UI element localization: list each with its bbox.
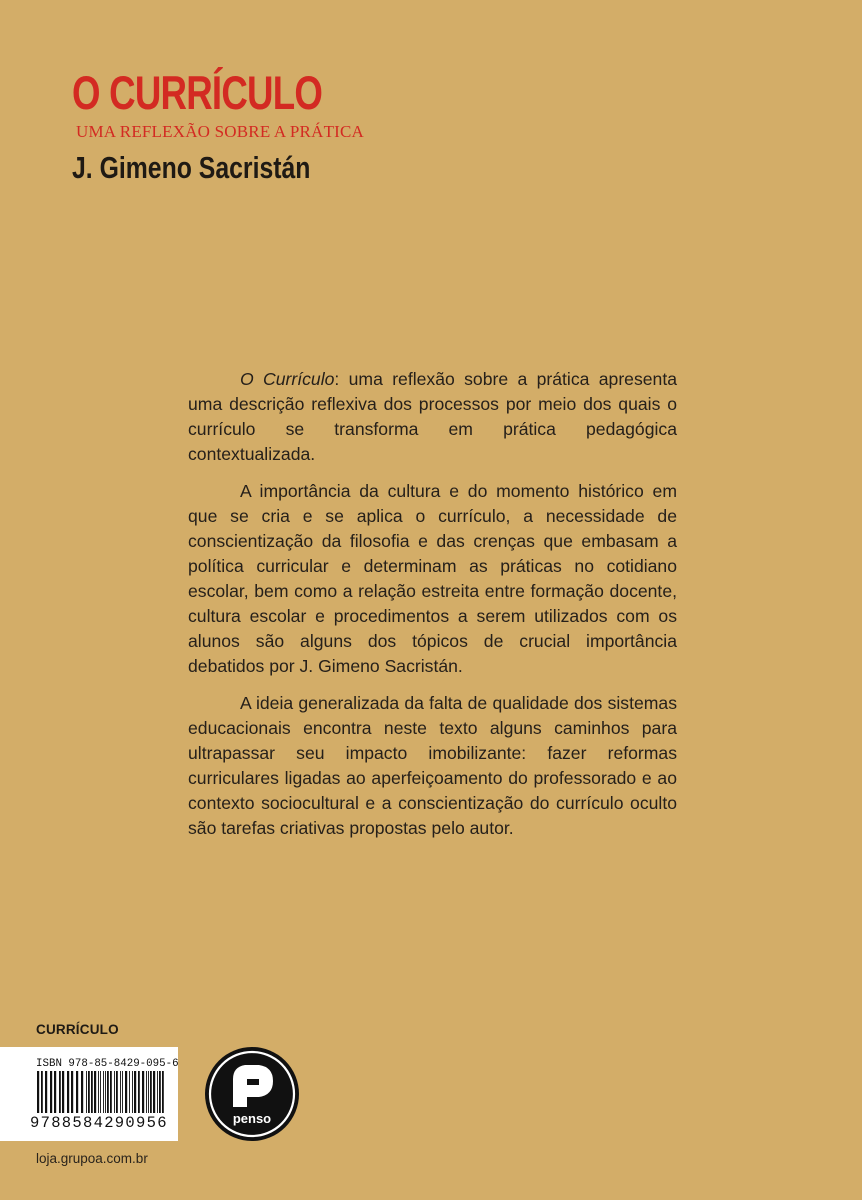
barcode-icon	[36, 1071, 166, 1115]
barcode-bar	[100, 1071, 101, 1113]
barcode-bar	[50, 1071, 52, 1113]
barcode-bar	[129, 1071, 130, 1113]
barcode-bar	[159, 1071, 161, 1113]
barcode-bar	[132, 1071, 133, 1113]
barcode-bar	[122, 1071, 123, 1113]
barcode-bar	[98, 1071, 99, 1113]
barcode-bar	[94, 1071, 96, 1113]
barcode-bar	[110, 1071, 112, 1113]
barcode-bar	[67, 1071, 69, 1113]
barcode-bar	[125, 1071, 127, 1113]
barcode-bar	[41, 1071, 43, 1113]
category-label: CURRÍCULO	[36, 1022, 119, 1037]
barcode-bar	[88, 1071, 90, 1113]
blurb-paragraph-1-text: : uma reflexão sobre a prática apresenta uma descrição reflexiva dos processos por meio dos quais o currículo se transforma em prática pedagógica contextualizada.	[188, 369, 678, 464]
barcode-bar	[86, 1071, 87, 1113]
barcode-bar	[138, 1071, 140, 1113]
barcode-bar	[114, 1071, 115, 1113]
book-author: J. Gimeno Sacristán	[72, 150, 311, 185]
back-cover-blurb	[188, 367, 677, 853]
store-url: loja.grupoa.com.br	[36, 1151, 148, 1166]
barcode-bar	[76, 1071, 78, 1113]
barcode-bar	[103, 1071, 104, 1113]
barcode-bar	[150, 1071, 152, 1113]
book-title: O CURRÍCULO	[72, 66, 323, 119]
blurb-paragraph-3: A ideia generalizada da falta de qualidade dos sistemas educacionais encontra neste texto alguns caminhos para ultrapassar seu impacto imobilizante: fazer reformas curriculares ligadas ao aperfeiçoamento do professorado e ao contexto sociocultural e a conscientização do currículo oculto são tarefas criativas propostas pelo autor.	[188, 693, 677, 838]
barcode-bar	[62, 1071, 64, 1113]
barcode-bar	[45, 1071, 47, 1113]
barcode-bar	[71, 1071, 73, 1113]
barcode-bar	[157, 1071, 158, 1113]
barcode-bar	[148, 1071, 149, 1113]
blurb-paragraph-1	[188, 367, 677, 467]
book-subtitle: UMA REFLEXÃO SOBRE A PRÁTICA	[76, 122, 365, 141]
barcode-bar	[153, 1071, 155, 1113]
publisher-name: penso	[232, 1111, 272, 1126]
barcode-bar	[142, 1071, 144, 1113]
barcode-bar	[116, 1071, 118, 1113]
blurb-book-title: O Currículo	[240, 369, 335, 389]
blurb-paragraph-2: A importância da cultura e do momento histórico em que se cria e se aplica o currículo, a necessidade de conscientização da filosofia e das crenças que embasam a política curricular e determinam as práticas no cotidiano escolar, bem como a relação estreita entre formação docente, cultura escolar e procedimentos a serem utilizados com os alunos são alguns dos tópicos de crucial importância debatidos por J. Gimeno Sacristán.	[188, 481, 677, 676]
barcode-bar	[120, 1071, 121, 1113]
barcode-bar	[134, 1071, 136, 1113]
barcode-bar	[59, 1071, 61, 1113]
barcode-bar	[105, 1071, 106, 1113]
barcode-bar	[146, 1071, 147, 1113]
barcode-bar	[91, 1071, 93, 1113]
isbn-label: ISBN 978-85-8429-095-6	[36, 1058, 179, 1070]
penso-logo	[203, 1045, 301, 1143]
title-block	[72, 68, 393, 186]
barcode-bar	[107, 1071, 109, 1113]
barcode-digits: 9788584290956	[30, 1114, 168, 1132]
barcode-bar	[162, 1071, 164, 1113]
barcode-bar	[37, 1071, 39, 1113]
barcode-bar	[54, 1071, 56, 1113]
barcode-bar	[81, 1071, 83, 1113]
